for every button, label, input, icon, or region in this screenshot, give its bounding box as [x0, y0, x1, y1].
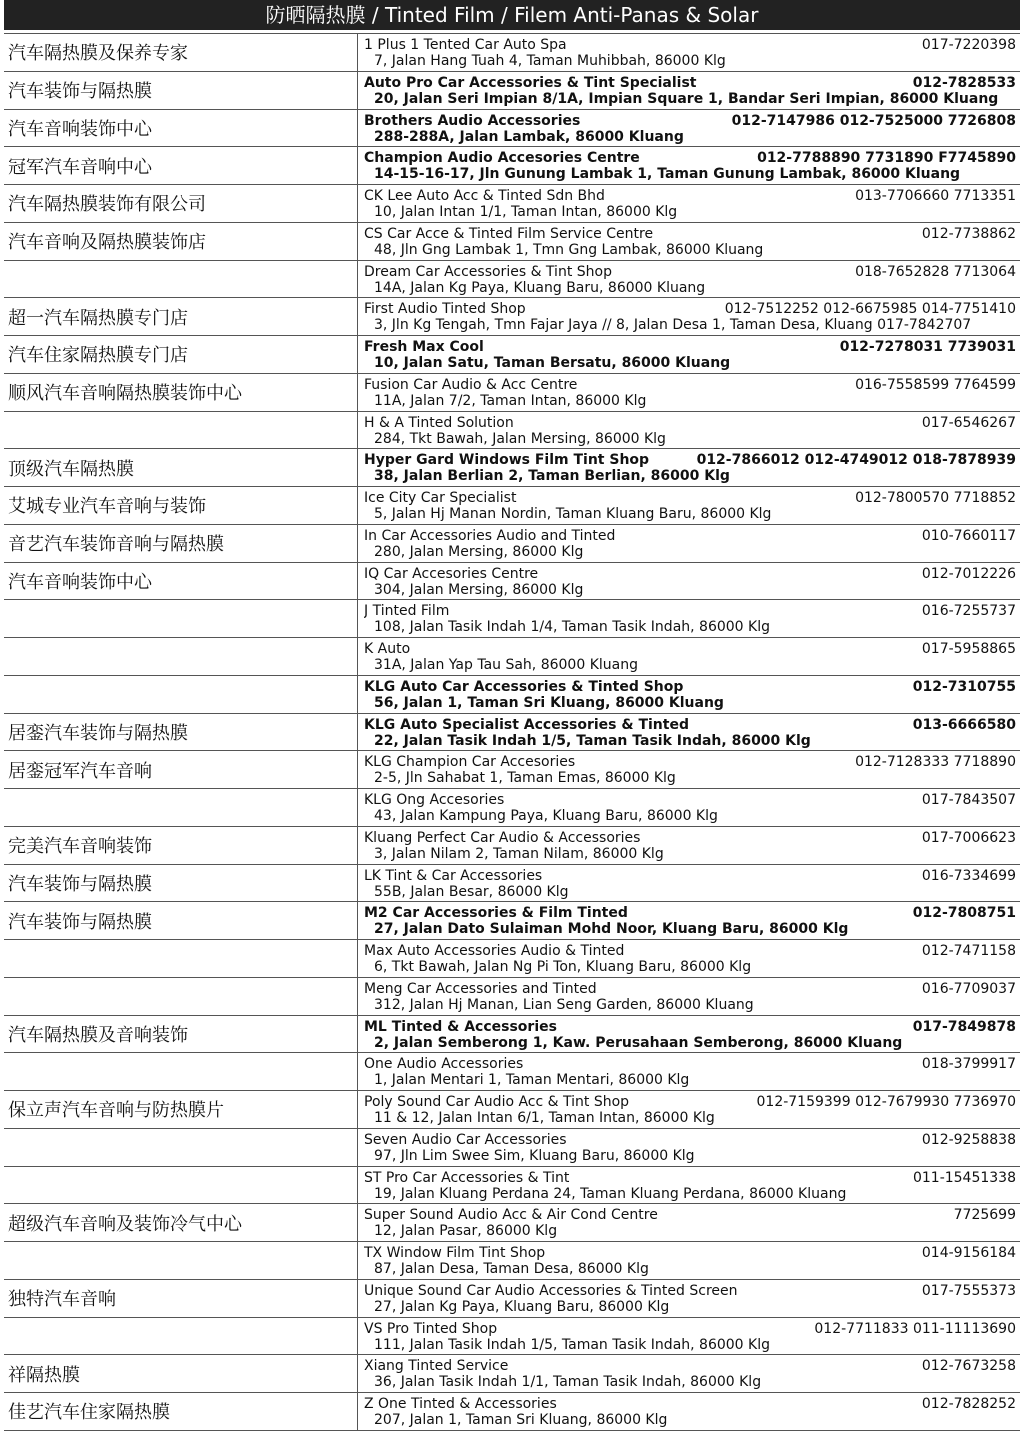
phone-numbers: 012-7673258: [921, 1358, 1016, 1375]
phone-numbers: 016-7558599 7764599: [855, 376, 1016, 393]
business-name: Xiang Tinted Service: [364, 1358, 509, 1375]
chinese-name: 独特汽车音响: [8, 1280, 358, 1317]
phone-numbers: 018-7652828 7713064: [855, 263, 1016, 280]
business-address: 207, Jalan 1, Taman Sri Kluang, 86000 Klg: [374, 1412, 668, 1428]
chinese-name: [8, 1167, 358, 1204]
business-address: 31A, Jalan Yap Tau Sah, 86000 Kluang: [374, 657, 638, 673]
listing-row: [4, 1204, 1020, 1242]
listing-row: [4, 600, 1020, 638]
listing-row: [4, 336, 1020, 374]
business-address: 1, Jalan Mentari 1, Taman Mentari, 86000 Klg: [374, 1072, 690, 1089]
business-name: Ice City Car Specialist: [364, 490, 517, 506]
business-address: 22, Jalan Tasik Indah 1/5, Taman Tasik Indah, 86000 Klg: [374, 732, 811, 749]
business-address: 36, Jalan Tasik Indah 1/1, Taman Tasik Indah, 86000 Klg: [374, 1374, 762, 1391]
business-address: 10, Jalan Satu, Taman Bersatu, 86000 Kluang: [374, 355, 731, 371]
listing-row: [4, 1053, 1020, 1091]
business-address: 43, Jalan Kampung Paya, Kluang Baru, 86000 Klg: [374, 808, 718, 824]
business-address: 14A, Jalan Kg Paya, Kluang Baru, 86000 Kluang: [374, 279, 706, 296]
listing-row: [4, 185, 1020, 223]
business-name: Max Auto Accessories Audio & Tinted: [364, 943, 625, 959]
business-address: 27, Jalan Dato Sulaiman Mohd Noor, Kluang Baru, 86000 Klg: [374, 921, 849, 938]
phone-numbers: 016-7709037: [921, 980, 1016, 997]
phone-numbers: 012-7788890 7731890 F7745890: [757, 150, 1016, 167]
business-address: 11A, Jalan 7/2, Taman Intan, 86000 Klg: [374, 392, 647, 409]
listing-row: [4, 487, 1020, 525]
business-name: KLG Ong Accesories: [364, 792, 505, 808]
listing-row: [4, 1016, 1020, 1054]
phone-numbers: 018-3799917: [921, 1056, 1016, 1073]
chinese-name: [8, 600, 358, 637]
phone-numbers: 012-7147986 012-7525000 7726808: [731, 112, 1016, 129]
business-address: 27, Jalan Kg Paya, Kluang Baru, 86000 Klg: [374, 1298, 670, 1315]
business-name: CK Lee Auto Acc & Tinted Sdn Bhd: [364, 188, 605, 204]
business-name: Super Sound Audio Acc & Air Cond Centre: [364, 1207, 658, 1224]
chinese-name: [8, 940, 358, 977]
business-name: Z One Tinted & Accessories: [364, 1396, 557, 1412]
listing-row: [4, 223, 1020, 261]
business-name: H & A Tinted Solution: [364, 414, 514, 431]
business-address: 312, Jalan Hj Manan, Lian Seng Garden, 86000 Kluang: [374, 996, 754, 1013]
phone-numbers: 017-7006623: [921, 829, 1016, 846]
business-address: 97, Jln Lim Swee Sim, Kluang Baru, 86000 Klg: [374, 1147, 695, 1164]
listing-row: [4, 298, 1020, 336]
chinese-name: 保立声汽车音响与防热膜片: [8, 1091, 358, 1128]
chinese-name: 顶级汽车隔热膜: [8, 449, 358, 486]
business-name: Kluang Perfect Car Audio & Accessories: [364, 829, 641, 846]
phone-numbers: 010-7660117: [921, 527, 1016, 544]
business-address: 56, Jalan 1, Taman Sri Kluang, 86000 Kluang: [374, 694, 724, 711]
chinese-name: 顺风汽车音响隔热膜装饰中心: [8, 374, 358, 411]
business-address: 48, Jln Gng Lambak 1, Tmn Gng Lambak, 86000 Kluang: [374, 241, 764, 258]
listing-row: [4, 72, 1020, 110]
listing-table: [4, 33, 1020, 1431]
chinese-name: 完美汽车音响装饰: [8, 827, 358, 864]
chinese-name: [8, 638, 358, 675]
chinese-name: [8, 978, 358, 1015]
phone-numbers: 7725699: [953, 1207, 1016, 1224]
phone-numbers: 012-7828252: [921, 1396, 1016, 1412]
business-name: Hyper Gard Windows Film Tint Shop: [364, 452, 650, 469]
phone-numbers: 016-7334699: [921, 867, 1016, 884]
business-name: J Tinted Film: [364, 603, 450, 620]
business-name: KLG Champion Car Accesories: [364, 754, 576, 771]
chinese-name: 汽车装饰与隔热膜: [8, 902, 358, 939]
phone-numbers: 014-9156184: [921, 1245, 1016, 1261]
listing-row: [4, 714, 1020, 752]
listing-row: [4, 978, 1020, 1016]
listing-row: [4, 525, 1020, 563]
chinese-name: [8, 789, 358, 826]
chinese-name: 汽车音响装饰中心: [8, 110, 358, 147]
phone-numbers: 012-7711833 011-11113690: [814, 1320, 1016, 1337]
business-address: 304, Jalan Mersing, 86000 Klg: [374, 581, 584, 598]
business-address: 3, Jalan Nilam 2, Taman Nilam, 86000 Klg: [374, 845, 664, 862]
section-header: 防晒隔热膜 / Tinted Film / Filem Anti-Panas & Solar: [4, 0, 1020, 30]
business-address: 38, Jalan Berlian 2, Taman Berlian, 86000 Klg: [374, 468, 730, 485]
listing-row: [4, 1242, 1020, 1280]
phone-numbers: 017-6546267: [921, 414, 1016, 431]
listing-row: [4, 261, 1020, 299]
business-address: 11 & 12, Jalan Intan 6/1, Taman Intan, 86000 Klg: [374, 1110, 715, 1126]
phone-numbers: 012-7128333 7718890: [855, 754, 1016, 771]
business-address: 7, Jalan Hang Tuah 4, Taman Muhibbah, 86000 Klg: [374, 53, 726, 69]
business-name: LK Tint & Car Accessories: [364, 867, 543, 884]
listing-row: [4, 865, 1020, 903]
listing-row: [4, 563, 1020, 601]
listing-row: [4, 449, 1020, 487]
listing-row: [4, 110, 1020, 148]
chinese-name: 汽车装饰与隔热膜: [8, 865, 358, 902]
listing-row: [4, 1318, 1020, 1356]
business-address: 108, Jalan Tasik Indah 1/4, Taman Tasik Indah, 86000 Klg: [374, 619, 770, 636]
chinese-name: 超级汽车音响及装饰冷气中心: [8, 1204, 358, 1241]
business-name: Unique Sound Car Audio Accessories & Tinted Screen: [364, 1282, 738, 1299]
chinese-name: 汽车隔热膜装饰有限公司: [8, 185, 358, 222]
business-address: 2-5, Jln Sahabat 1, Taman Emas, 86000 Klg: [374, 770, 676, 787]
business-name: TX Window Film Tint Shop: [364, 1245, 546, 1261]
listing-row: [4, 34, 1020, 72]
phone-numbers: 017-7555373: [921, 1282, 1016, 1299]
business-address: 14-15-16-17, Jln Gunung Lambak 1, Taman Gunung Lambak, 86000 Kluang: [374, 166, 961, 183]
listing-row: [4, 412, 1020, 450]
business-address: 2, Jalan Semberong 1, Kaw. Perusahaan Semberong, 86000 Kluang: [374, 1034, 903, 1051]
business-name: Meng Car Accessories and Tinted: [364, 980, 597, 997]
business-name: VS Pro Tinted Shop: [364, 1320, 498, 1337]
business-address: 12, Jalan Pasar, 86000 Klg: [374, 1223, 558, 1240]
listing-row: [4, 1355, 1020, 1393]
business-address: 55B, Jalan Besar, 86000 Klg: [374, 883, 569, 900]
phone-numbers: 017-7843507: [921, 792, 1016, 808]
business-address: 10, Jalan Intan 1/1, Taman Intan, 86000 Klg: [374, 204, 678, 220]
business-address: 6, Tkt Bawah, Jalan Ng Pi Ton, Kluang Baru, 86000 Klg: [374, 959, 752, 975]
chinese-name: [8, 1318, 358, 1355]
phone-numbers: 012-7808751: [912, 905, 1016, 922]
chinese-name: [8, 1242, 358, 1279]
business-name: Brothers Audio Accessories: [364, 112, 581, 129]
business-address: 288-288A, Jalan Lambak, 86000 Kluang: [374, 128, 684, 145]
chinese-name: 音艺汽车装饰音响与隔热膜: [8, 525, 358, 562]
phone-numbers: 012-7800570 7718852: [855, 490, 1016, 506]
chinese-name: 居銮汽车装饰与隔热膜: [8, 714, 358, 751]
listing-row: [4, 1091, 1020, 1129]
listing-row: [4, 751, 1020, 789]
chinese-name: [8, 676, 358, 713]
listing-row: [4, 147, 1020, 185]
business-name: Poly Sound Car Audio Acc & Tint Shop: [364, 1094, 630, 1110]
listing-row: [4, 1129, 1020, 1167]
chinese-name: 居銮冠军汽车音响: [8, 751, 358, 788]
listing-row: [4, 676, 1020, 714]
chinese-name: 汽车隔热膜及保养专家: [8, 34, 358, 71]
phone-numbers: 012-7310755: [912, 678, 1016, 695]
business-name: M2 Car Accessories & Film Tinted: [364, 905, 628, 922]
chinese-name: 冠军汽车音响中心: [8, 147, 358, 184]
chinese-name: [8, 1053, 358, 1090]
business-address: 20, Jalan Seri Impian 8/1A, Impian Square 1, Bandar Seri Impian, 86000 Kluang: [374, 90, 999, 107]
listing-row: [4, 1280, 1020, 1318]
listing-row: [4, 1393, 1020, 1431]
business-name: KLG Auto Specialist Accessories & Tinted: [364, 716, 689, 733]
chinese-name: [8, 412, 358, 449]
phone-numbers: 017-5958865: [921, 641, 1016, 657]
chinese-name: 汽车音响及隔热膜装饰店: [8, 223, 358, 260]
listing-row: [4, 827, 1020, 865]
phone-numbers: 013-7706660 7713351: [855, 188, 1016, 204]
business-address: 280, Jalan Mersing, 86000 Klg: [374, 543, 584, 560]
business-name: Champion Audio Accesories Centre: [364, 150, 640, 167]
listing-row: [4, 1167, 1020, 1205]
phone-numbers: 012-7866012 012-4749012 018-7878939: [696, 452, 1016, 469]
business-address: 111, Jalan Tasik Indah 1/5, Taman Tasik Indah, 86000 Klg: [374, 1336, 770, 1353]
chinese-name: 汽车住家隔热膜专门店: [8, 336, 358, 373]
phone-numbers: 012-7278031 7739031: [839, 339, 1016, 355]
phone-numbers: 012-7159399 012-7679930 7736970: [756, 1094, 1016, 1110]
chinese-name: 艾城专业汽车音响与装饰: [8, 487, 358, 524]
business-name: Seven Audio Car Accessories: [364, 1131, 567, 1148]
listing-row: [4, 638, 1020, 676]
business-address: 284, Tkt Bawah, Jalan Mersing, 86000 Klg: [374, 430, 666, 447]
phone-numbers: 012-7738862: [921, 225, 1016, 242]
phone-numbers: 012-7012226: [921, 565, 1016, 582]
chinese-name: [8, 1129, 358, 1166]
chinese-name: 汽车音响装饰中心: [8, 563, 358, 600]
business-name: K Auto: [364, 641, 411, 657]
business-name: 1 Plus 1 Tented Car Auto Spa: [364, 37, 567, 53]
listing-row: [4, 374, 1020, 412]
phone-numbers: 013-6666580: [912, 716, 1016, 733]
listing-row: [4, 902, 1020, 940]
phone-numbers: 017-7220398: [921, 37, 1016, 53]
business-address: 19, Jalan Kluang Perdana 24, Taman Kluang Perdana, 86000 Kluang: [374, 1185, 847, 1202]
chinese-name: 佳艺汽车住家隔热膜: [8, 1393, 358, 1430]
phone-numbers: 012-9258838: [921, 1131, 1016, 1148]
chinese-name: 汽车装饰与隔热膜: [8, 72, 358, 109]
phone-numbers: 017-7849878: [912, 1018, 1016, 1035]
business-name: Fusion Car Audio & Acc Centre: [364, 376, 578, 393]
business-name: KLG Auto Car Accessories & Tinted Shop: [364, 678, 684, 695]
phone-numbers: 016-7255737: [921, 603, 1016, 620]
business-name: Fresh Max Cool: [364, 339, 484, 355]
business-name: First Audio Tinted Shop: [364, 301, 526, 318]
chinese-name: [8, 261, 358, 298]
business-address: 5, Jalan Hj Manan Nordin, Taman Kluang Baru, 86000 Klg: [374, 506, 772, 522]
listing-row: [4, 940, 1020, 978]
business-name: ML Tinted & Accessories: [364, 1018, 557, 1035]
phone-numbers: 012-7512252 012-6675985 014-7751410: [724, 301, 1016, 318]
business-name: One Audio Accessories: [364, 1056, 524, 1073]
business-name: IQ Car Accesories Centre: [364, 565, 539, 582]
chinese-name: 祥隔热膜: [8, 1355, 358, 1392]
business-address: 3, Jln Kg Tengah, Tmn Fajar Jaya // 8, Jalan Desa 1, Taman Desa, Kluang 017-7842707: [374, 317, 972, 334]
phone-numbers: 012-7471158: [921, 943, 1016, 959]
phone-numbers: 012-7828533: [912, 74, 1016, 91]
business-address: 87, Jalan Desa, Taman Desa, 86000 Klg: [374, 1261, 649, 1277]
listing-row: [4, 789, 1020, 827]
business-name: Dream Car Accessories & Tint Shop: [364, 263, 612, 280]
business-name: In Car Accessories Audio and Tinted: [364, 527, 616, 544]
business-name: ST Pro Car Accessories & Tint: [364, 1169, 570, 1186]
chinese-name: 超一汽车隔热膜专门店: [8, 298, 358, 335]
business-name: CS Car Acce & Tinted Film Service Centre: [364, 225, 654, 242]
chinese-name: 汽车隔热膜及音响装饰: [8, 1016, 358, 1053]
phone-numbers: 011-15451338: [912, 1169, 1016, 1186]
business-name: Auto Pro Car Accessories & Tint Specialist: [364, 74, 697, 91]
